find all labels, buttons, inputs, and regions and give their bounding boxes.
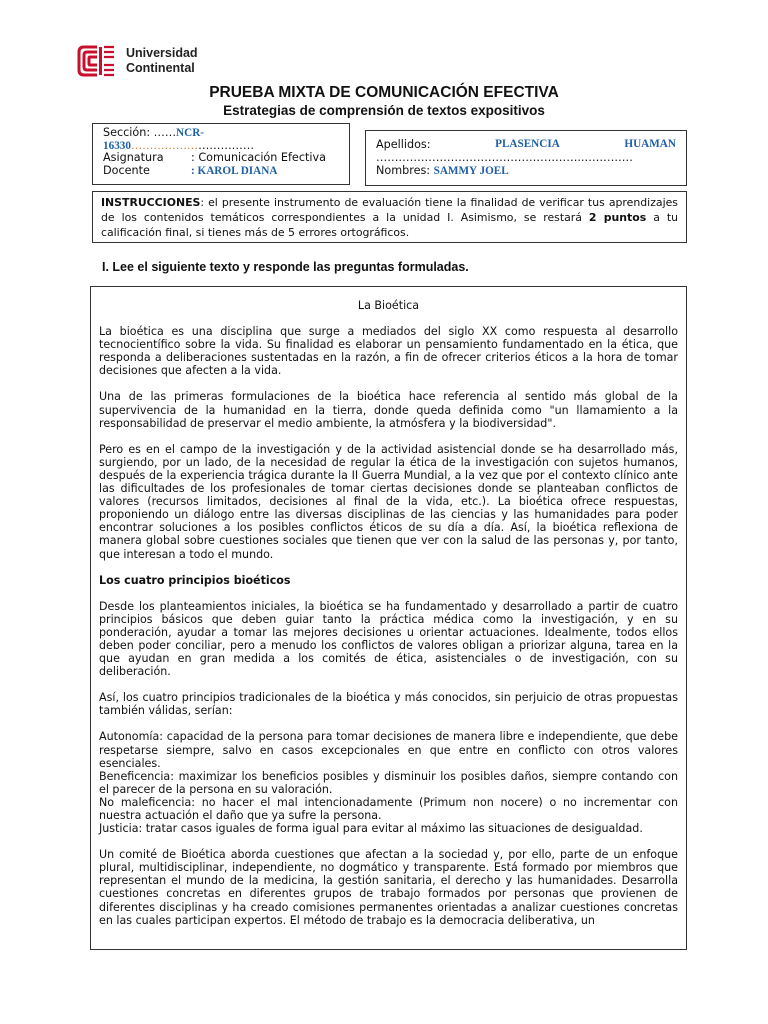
principle-no-maleficencia: No maleficencia: no hacer el mal intencionadamente (Primum non nocere) o no incrementar con nuestra actuación el daño que ya sufre la persona. xyxy=(99,795,678,822)
student-info-box xyxy=(365,130,687,186)
page-title: PRUEBA MIXTA DE COMUNICACIÓN EFECTIVA xyxy=(209,84,559,101)
continental-logo-icon xyxy=(76,44,118,78)
apellido-materno: HUAMAN xyxy=(624,138,676,150)
university-name xyxy=(126,46,198,76)
principle-beneficencia: Beneficencia: maximizar los beneficios posibles y disminuir los posibles daños, siempre contando con el parecer de la persona en su valoración. xyxy=(99,769,678,796)
reading-paragraph-4: Desde los planteamientos iniciales, la bioética se ha fundamentado y desarrollado a partir de cuatro principios básicos que deben guiar tanto la práctica médica como la investigación, y en su ponderación, ayudar a tomar las mejores decisiones u orientar actuaciones. Idealmente, todos ellos deben poder conciliar, pero a menudo los conflictos de valores obligan a priorizar alguna, tarea en la que ayudan en gran medida a los comités de ética, asistenciales o de investigación, con su deliberación. xyxy=(99,599,678,679)
instructions-label: INSTRUCCIONES xyxy=(101,196,201,209)
reading-paragraph-6: Un comité de Bioética aborda cuestiones que afectan a la sociedad y, por ello, parte de un enfoque plural, multidisciplinar, independiente, no dogmático y transparente. Está formado por miembros que representan el mundo de la medicina, la gestión sanitaria, el derecho y las humanidades. Desarrolla cuestiones concretas en diferentes grupos de trabajo formados por personas que provienen de diferentes disciplinas y ha creado comisiones permanentes orientadas a analizar cuestiones concretas en las cuales participan expertos. El método de trabajo es la democracia deliberativa, un xyxy=(99,848,678,927)
principle-autonomia: Autonomía: capacidad de la persona para tomar decisiones de manera libre e independiente, que debe respetarse siempre, salvo en casos excepcionales en que entre en conflicto con otros valores esenciales. xyxy=(99,730,678,770)
principle-justicia: Justicia: tratar casos iguales de forma igual para evitar al máximo las situaciones de desigualdad. xyxy=(99,822,643,836)
asignatura-row xyxy=(103,152,339,165)
seccion-value-2: 16330 xyxy=(103,139,131,152)
apellidos-row xyxy=(376,138,676,151)
nombres-label: Nombres: xyxy=(376,164,431,177)
university-line2: Continental xyxy=(126,61,195,75)
course-info-box xyxy=(92,123,350,185)
question-heading: I. Lee el siguiente texto y responde las preguntas formuladas. xyxy=(102,260,469,274)
reading-paragraph-2: Una de las primeras formulaciones de la bioética hace referencia al sentido más global de la supervivencia de la humanidad en la tierra, donde queda definida como "un llamamiento a la responsabilidad de preservar el medio ambiente, la atmósfera y la biodiversidad". xyxy=(99,390,678,430)
reading-paragraph-3: Pero es en el campo de la investigación y de la actividad asistencial donde se ha desarrollado más, surgiendo, por un lado, de la necesidad de regular la ética de la investigación con sujetos humanos, después de la experiencia trágica durante la II Guerra Mundial, a la vez que por el contexto clínico ante las dificultades de los profesionales de tomar ciertas decisiones donde se planteaban conflictos de valores (recursos limitados, decisiones al final de la vida, etc.). La bioética ofrece respuestas, proponiendo un diálogo entre las diversas disciplinas de las ciencias y las humanidades para poder encontrar soluciones a los posibles conflictos éticos de su día a día. Así, la bioética reflexiona de manera global sobre cuestiones sociales que tienen que ver con la salud de las personas y, por tanto, que interesan a todo el mundo. xyxy=(99,442,678,561)
docente-value: : KAROL DIANA xyxy=(191,164,278,177)
instructions-text-1: : el presente instrumento de evaluación tiene la finalidad de verificar tus aprendizajes de los contenidos temáticos correspondientes a la unidad I. Asimismo, se restará xyxy=(101,196,678,225)
reading-subtitle: Los cuatro principios bioéticos xyxy=(99,573,291,587)
seccion-label: Sección: …… xyxy=(103,126,177,139)
asignatura-label: Asignatura xyxy=(103,151,164,165)
seccion-value: NCR- xyxy=(176,127,204,139)
reading-paragraph-5: Así, los cuatro principios tradicionales de la bioética y más conocidos, sin perjuicio de otras propuestas también válidas, serían: xyxy=(99,691,678,718)
instructions-text-2: a tu calificación final, si tienes más de 5 errores ortográficos. xyxy=(101,211,678,240)
reading-paragraph-1: La bioética es una disciplina que surge a mediados del siglo XX como respuesta al desarrollo tecnocientífico sobre la vida. Su finalidad es elaborar un pensamiento fundamentado en la ética, que responda a deliberaciones sustentadas en la razón, a fin de ofrecer criterios éticos a la hora de tomar decisiones que afecten a la vida. xyxy=(99,325,678,378)
instructions-points: 2 puntos xyxy=(588,211,647,225)
instructions-box xyxy=(92,191,687,243)
nombres-row xyxy=(376,164,676,178)
apellidos-label: Apellidos: xyxy=(376,138,431,151)
apellidos-dots: ………………………………………………..…………. xyxy=(376,151,633,164)
nombres-value: SAMMY JOEL xyxy=(433,165,509,177)
reading-box xyxy=(90,286,687,950)
page-subtitle: Estrategias de comprensión de textos expositivos xyxy=(223,103,545,118)
apellido-paterno: PLASENCIA xyxy=(495,138,560,150)
university-logo xyxy=(76,42,198,80)
docente-row xyxy=(103,165,339,178)
university-line1: Universidad xyxy=(126,46,198,60)
seccion-dots: ……………… xyxy=(130,139,199,152)
reading-title: La Bioética xyxy=(357,299,420,312)
asignatura-value: : Comunicación Efectiva xyxy=(191,151,326,165)
seccion-dots-2: …………… xyxy=(198,138,255,152)
docente-label: Docente xyxy=(103,163,150,177)
